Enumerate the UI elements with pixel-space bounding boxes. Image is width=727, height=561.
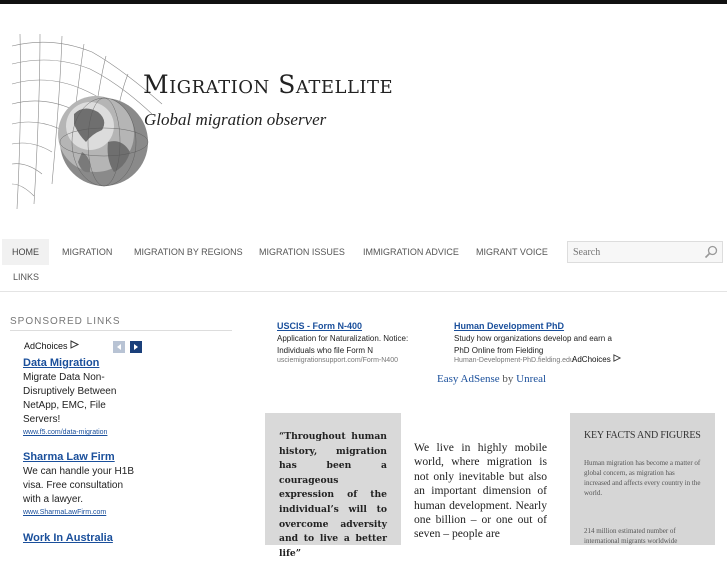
sponsored-ad xyxy=(23,357,143,436)
sidebar-title: SPONSORED LINKS xyxy=(10,316,121,327)
sidebar xyxy=(0,300,240,545)
article-intro: We live in highly mobile world, where migration is not only inevitable but also an important dimension of human development. Nearly one billion – or one out of seven – people are xyxy=(414,441,547,541)
nav-home[interactable]: HOME xyxy=(2,239,49,265)
search-icon[interactable] xyxy=(704,245,718,259)
text-ad-url[interactable]: usciemigrationsupport.com/Form-N400 xyxy=(277,357,398,364)
ad-navigation xyxy=(113,340,143,358)
nav-migration[interactable]: MIGRATION xyxy=(62,247,113,257)
nav-immigration-advice[interactable]: IMMIGRATION ADVICE xyxy=(363,247,459,257)
quote-box xyxy=(265,413,401,559)
site-title[interactable]: Migration Satellite xyxy=(143,70,394,99)
easy-adsense-link[interactable]: Easy AdSense xyxy=(437,373,500,385)
quote-text: “Throughout human history, migration has been a courageous expression of the individual’s will to overcome adversity and to live a better life” xyxy=(279,431,387,559)
globe-icon[interactable] xyxy=(12,34,162,214)
ad-body: Migrate Data Non-Disruptively Between NetApp, EMC, File Servers! xyxy=(23,372,117,425)
credit-author-link[interactable]: Unreal xyxy=(516,373,547,385)
adchoices-inline[interactable] xyxy=(572,354,621,364)
text-ad-body: Application for Naturalization. Notice: Individuals who file Form N xyxy=(277,334,409,355)
facts-paragraph: Human migration has become a matter of global concern, as migration has increased and affects every country in the world. xyxy=(584,459,701,497)
adchoices-text: AdChoices xyxy=(24,341,68,351)
adchoices-inline-icon xyxy=(613,354,621,362)
nav-migration-issues[interactable]: MIGRATION ISSUES xyxy=(259,247,345,257)
ad-body: We can handle your H1B visa. Free consultation with a lawyer. xyxy=(23,466,134,505)
ad-url-link[interactable]: www.SharmaLawFirm.com xyxy=(23,509,107,516)
search-input[interactable] xyxy=(573,244,701,260)
sponsored-ad xyxy=(23,532,143,546)
text-ad-body: Study how organizations develop and earn a PhD Online from Fielding xyxy=(454,334,612,355)
text-ad-title-link[interactable]: USCIS - Form N-400 xyxy=(277,321,363,331)
text-ad-title-link[interactable]: Human Development PhD xyxy=(454,321,565,331)
ad-next-icon[interactable] xyxy=(130,340,142,352)
facts-title: KEY FACTS AND FIGURES xyxy=(584,430,701,441)
credit-by: by xyxy=(502,373,514,385)
search-box xyxy=(567,241,723,263)
adchoices-icon xyxy=(70,340,79,349)
nav-migration-by-regions[interactable]: MIGRATION BY REGIONS xyxy=(134,247,243,257)
easy-adsense-credit xyxy=(437,373,546,385)
facts-box xyxy=(570,413,715,545)
nav-migrant-voice[interactable]: MIGRANT VOICE xyxy=(476,247,548,257)
sidebar-divider xyxy=(10,330,232,331)
site-header xyxy=(0,4,727,236)
ad-url-link[interactable]: www.f5.com/data-migration xyxy=(23,429,108,436)
text-ad xyxy=(277,321,447,365)
ad-title-link[interactable]: Work In Australia xyxy=(23,532,113,544)
ad-title-link[interactable]: Data Migration xyxy=(23,357,100,369)
facts-paragraph: 214 million estimated number of international migrants worldwide xyxy=(584,527,678,545)
ad-prev-icon[interactable] xyxy=(113,340,125,352)
text-ad-url[interactable]: Human-Development-PhD.fielding.edu xyxy=(454,357,574,364)
ad-title-link[interactable]: Sharma Law Firm xyxy=(23,451,115,463)
adchoices-inline-text: AdChoices xyxy=(572,355,611,364)
adchoices-label[interactable] xyxy=(24,340,79,351)
sponsored-ad xyxy=(23,451,143,516)
nav-links[interactable]: LINKS xyxy=(13,272,40,282)
main-nav xyxy=(0,238,727,292)
site-tagline: Global migration observer xyxy=(144,110,327,129)
